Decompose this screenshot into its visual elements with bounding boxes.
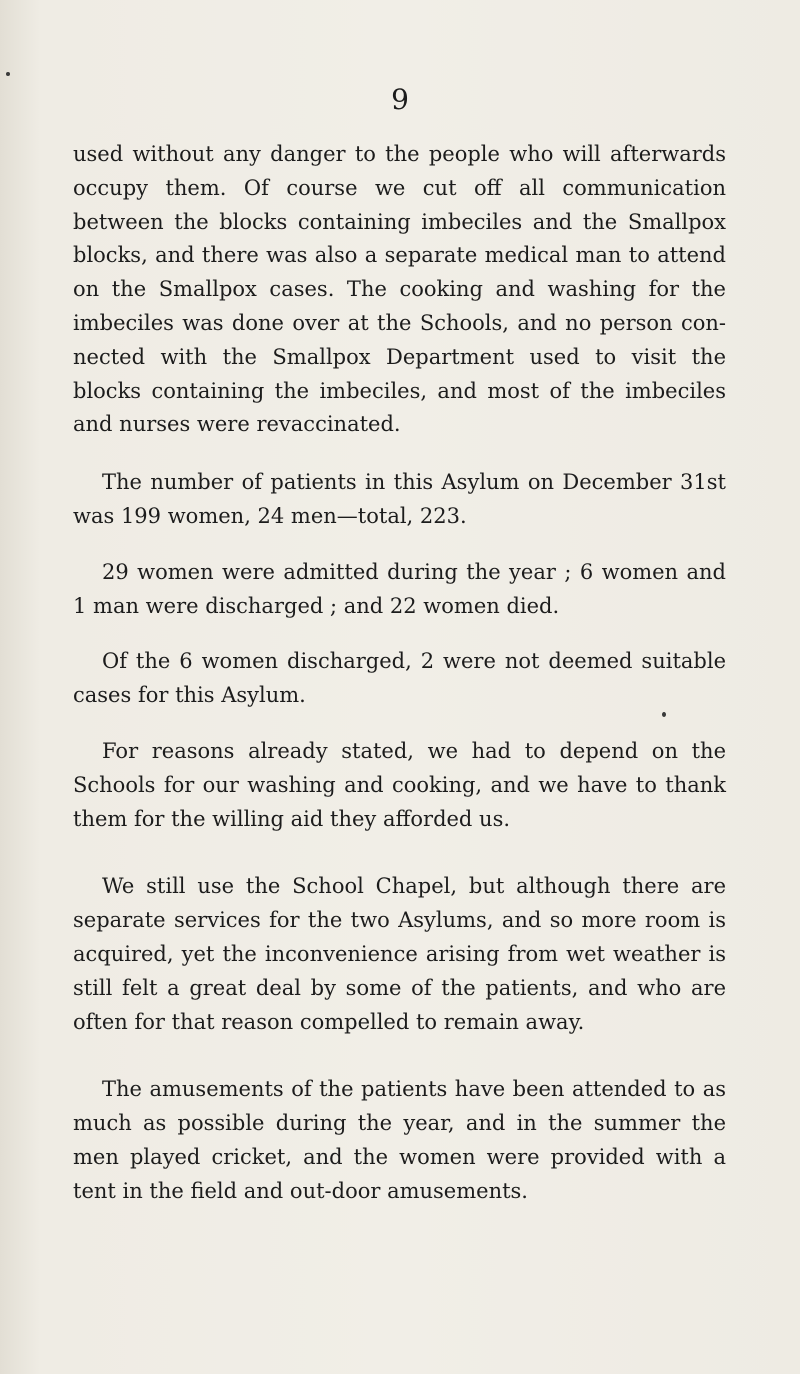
- margin-speck: [6, 72, 10, 76]
- paragraph-discharged: Of the 6 women discharged, 2 were not deemed suitable cases for this Asylum.: [73, 649, 726, 708]
- paragraph-washing-cooking: For reasons already stated, we had to depend on the Schools for our washing and cooking, and we have to thank them for the willing aid they afforded us.: [73, 738, 726, 831]
- paragraph-patient-count: The number of patients in this Asylum on December 31st was 199 women, 24 men—total, 223.: [73, 470, 726, 528]
- body-text: [73, 138, 726, 1209]
- page-number: 9: [391, 83, 409, 116]
- paragraph-continuation: used without any danger to the people who will afterwards occupy them. Of course we cut off all communication between the blocks containing imbeciles and the Smallpox blocks, and there was also a separate medical man to attend on the Smallpox cases. The cooking and washing for the imbeciles was done over at the Schools, and no person con- nected with the Smallpox Department used to visit the blocks containing the imbeciles, and most of the imbeciles and nurses were revaccinated.: [73, 142, 726, 437]
- paragraph-admissions: 29 women were admitted during the year ; 6 women and 1 man were discharged ; and 22 women died.: [73, 559, 726, 618]
- paragraph-school-chapel: We still use the School Chapel, but although there are separate services for the two Asylums, and so more room is acquired, yet the inconvenience arising from wet weather is still felt a great deal by some of the patients, and who are often for that reason compelled to remain away.: [73, 874, 726, 1034]
- paragraph-amusements: The amusements of the patients have been attended to as much as possible during the year, and in the summer the men played cricket, and the women were provided with a tent in the field and out-door amusements.: [73, 1077, 726, 1203]
